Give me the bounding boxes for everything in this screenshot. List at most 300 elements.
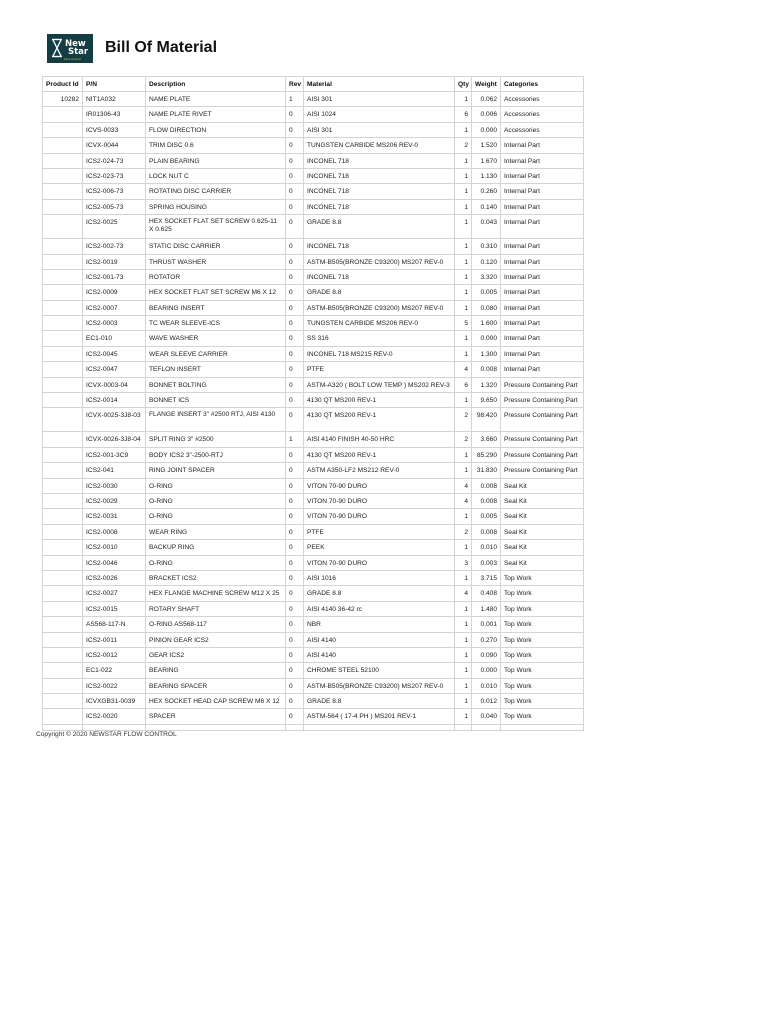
table-row — [43, 555, 584, 570]
cell-pn: ICS2-0014 — [83, 393, 146, 408]
cell-material: SS 316 — [304, 331, 455, 346]
cell-product-id — [43, 617, 83, 632]
cell-qty: 1 — [455, 540, 472, 555]
cell-product-id — [43, 632, 83, 647]
cell-weight: 0.140 — [472, 199, 501, 214]
cell-rev: 0 — [286, 647, 304, 662]
cell-category: Internal Part — [501, 199, 584, 214]
cell-rev: 0 — [286, 408, 304, 432]
cell-qty: 4 — [455, 362, 472, 377]
cell-weight: 98.420 — [472, 408, 501, 432]
cell-pn: ICS2-005-73 — [83, 199, 146, 214]
cell-material: 4130 QT MS200 REV-1 — [304, 408, 455, 432]
cell-weight: 0.062 — [472, 92, 501, 107]
cell-pn: ICVX-0025-3J8-03 — [83, 408, 146, 432]
cell-product-id — [43, 694, 83, 709]
cell-rev: 0 — [286, 694, 304, 709]
cell-material: INCONEL 718 — [304, 239, 455, 254]
cell-rev: 0 — [286, 617, 304, 632]
cell-description: FLOW DIRECTION — [146, 122, 286, 137]
cell-qty: 2 — [455, 432, 472, 447]
cell-weight: 0.003 — [472, 555, 501, 570]
table-body — [43, 92, 584, 731]
cell-pn: ICS2-0027 — [83, 586, 146, 601]
cell-qty: 1 — [455, 632, 472, 647]
cell-qty: 1 — [455, 168, 472, 183]
cell-product-id — [43, 393, 83, 408]
cell-product-id — [43, 199, 83, 214]
cell-description: BEARING INSERT — [146, 300, 286, 315]
cell-product-id — [43, 377, 83, 392]
cell-material: ASTM-B505(BRONZE C93200) MS207 REV-0 — [304, 678, 455, 693]
cell-rev: 0 — [286, 570, 304, 585]
cell-pn: ICS2-0003 — [83, 316, 146, 331]
cell-material: AISI 301 — [304, 92, 455, 107]
cell-category: Pressure Containing Part — [501, 408, 584, 432]
cell-category: Pressure Containing Part — [501, 432, 584, 447]
cell-category: Pressure Containing Part — [501, 447, 584, 462]
cell-rev: 0 — [286, 269, 304, 284]
cell-weight: 0.012 — [472, 694, 501, 709]
table-row — [43, 168, 584, 183]
cell-rev: 0 — [286, 300, 304, 315]
cell-category: Top Work — [501, 709, 584, 724]
cell-category: Top Work — [501, 678, 584, 693]
cell-rev: 0 — [286, 362, 304, 377]
cell-weight: 1.320 — [472, 377, 501, 392]
cell-pn: EC1-010 — [83, 331, 146, 346]
cell-material: INCONEL 718 MS215 REV-0 — [304, 346, 455, 361]
cell-pn: ICS2-0046 — [83, 555, 146, 570]
cell-description: WAVE WASHER — [146, 331, 286, 346]
logo-line-1: New — [65, 39, 86, 49]
cell-product-id — [43, 678, 83, 693]
table-row — [43, 663, 584, 678]
cell-rev: 0 — [286, 678, 304, 693]
cell-rev: 0 — [286, 254, 304, 269]
cell-weight: 1.300 — [472, 346, 501, 361]
cell-pn: ICS2-0045 — [83, 346, 146, 361]
cell-weight: 0.270 — [472, 632, 501, 647]
cell-product-id — [43, 408, 83, 432]
cell-description: BONNET ICS — [146, 393, 286, 408]
cell-rev: 1 — [286, 92, 304, 107]
cell-product-id — [43, 509, 83, 524]
cell-product-id — [43, 346, 83, 361]
cell-pn: ICS2-0029 — [83, 493, 146, 508]
cell-qty: 1 — [455, 647, 472, 662]
cell-material: INCONEL 718 — [304, 168, 455, 183]
table-row — [43, 316, 584, 331]
cell-pn: ICS2-002-73 — [83, 239, 146, 254]
cell-material: VITON 70-90 DURO — [304, 493, 455, 508]
cell-description: O-RING AS568-117 — [146, 617, 286, 632]
cell-rev: 0 — [286, 509, 304, 524]
table-row — [43, 122, 584, 137]
cell-description: O-RING — [146, 478, 286, 493]
cell-pn: ICS2-0011 — [83, 632, 146, 647]
cell-qty: 4 — [455, 478, 472, 493]
table-row — [43, 362, 584, 377]
cell-qty: 1 — [455, 184, 472, 199]
logo-tagline: Flow Control — [64, 57, 81, 61]
cell-description: TRIM DISC 0.6 — [146, 138, 286, 153]
cell-description: ROTATOR — [146, 269, 286, 284]
cell-rev: 0 — [286, 239, 304, 254]
cell-material: INCONEL 718 — [304, 153, 455, 168]
cell-category: Pressure Containing Part — [501, 393, 584, 408]
cell-qty: 1 — [455, 346, 472, 361]
cell-description: PLAIN BEARING — [146, 153, 286, 168]
cell-qty: 6 — [455, 377, 472, 392]
hourglass-icon — [51, 38, 63, 58]
table-row — [43, 215, 584, 239]
cell-material: AISI 4140 FINISH 40-50 HRC — [304, 432, 455, 447]
cell-qty: 2 — [455, 524, 472, 539]
cell-product-id — [43, 570, 83, 585]
cell-rev: 0 — [286, 331, 304, 346]
cell-weight: 0.005 — [472, 285, 501, 300]
cell-qty: 1 — [455, 447, 472, 462]
cell-material: TUNGSTEN CARBIDE MS206 REV-0 — [304, 316, 455, 331]
cell-qty: 1 — [455, 300, 472, 315]
cell-rev: 0 — [286, 316, 304, 331]
cell-category: Top Work — [501, 694, 584, 709]
cell-qty: 6 — [455, 107, 472, 122]
cell-description: STATIC DISC CARRIER — [146, 239, 286, 254]
cell-product-id — [43, 215, 83, 239]
cell-qty: 5 — [455, 316, 472, 331]
cell-weight: 0.008 — [472, 478, 501, 493]
cell-product-id — [43, 555, 83, 570]
table-row — [43, 694, 584, 709]
cell-pn: ICVS-0033 — [83, 122, 146, 137]
logo-wordmark — [65, 40, 88, 56]
cell-pn: ICS2-001-73 — [83, 269, 146, 284]
cell-weight: 1.670 — [472, 153, 501, 168]
cell-qty: 1 — [455, 269, 472, 284]
cell-material: VITON 70-90 DURO — [304, 478, 455, 493]
header-row — [43, 77, 584, 92]
empty-cell — [83, 724, 146, 730]
cell-product-id — [43, 239, 83, 254]
cell-qty: 1 — [455, 663, 472, 678]
cell-category: Internal Part — [501, 184, 584, 199]
table-row — [43, 540, 584, 555]
cell-description: LOCK NUT C — [146, 168, 286, 183]
cell-material: PEEK — [304, 540, 455, 555]
cell-description: BONNET BOLTING — [146, 377, 286, 392]
cell-material: VITON 70-90 DURO — [304, 509, 455, 524]
column-header-categories: Categories — [501, 77, 584, 92]
table-row — [43, 184, 584, 199]
cell-category: Top Work — [501, 586, 584, 601]
cell-pn: ICS2-0012 — [83, 647, 146, 662]
cell-qty: 1 — [455, 285, 472, 300]
cell-product-id — [43, 447, 83, 462]
cell-description: BEARING — [146, 663, 286, 678]
table-row — [43, 570, 584, 585]
cell-weight: 85.290 — [472, 447, 501, 462]
cell-rev: 0 — [286, 555, 304, 570]
cell-weight: 3.715 — [472, 570, 501, 585]
cell-description: BEARING SPACER — [146, 678, 286, 693]
cell-product-id — [43, 107, 83, 122]
cell-weight: 0.008 — [472, 362, 501, 377]
logo-line-2: Star — [68, 47, 89, 57]
cell-qty: 1 — [455, 617, 472, 632]
cell-description: HEX SOCKET FLAT SET SCREW M6 X 12 — [146, 285, 286, 300]
cell-pn: NIT1A032 — [83, 92, 146, 107]
cell-qty: 1 — [455, 709, 472, 724]
cell-pn: ICVX-0026-3J8-04 — [83, 432, 146, 447]
table-row — [43, 632, 584, 647]
cell-weight: 0.120 — [472, 254, 501, 269]
table-row — [43, 493, 584, 508]
cell-pn: ICS2-006-73 — [83, 184, 146, 199]
cell-material: ASTM-564 ( 17-4 PH ) MS201 REV-1 — [304, 709, 455, 724]
table-row — [43, 478, 584, 493]
cell-material: AISI 1016 — [304, 570, 455, 585]
cell-rev: 0 — [286, 524, 304, 539]
cell-weight: 0.040 — [472, 709, 501, 724]
cell-pn: ICVX-0003-04 — [83, 377, 146, 392]
cell-product-id — [43, 586, 83, 601]
cell-pn: ICS2-0031 — [83, 509, 146, 524]
cell-pn: ICS2-024-73 — [83, 153, 146, 168]
cell-category: Internal Part — [501, 215, 584, 239]
table-row — [43, 346, 584, 361]
cell-description: NAME PLATE RIVET — [146, 107, 286, 122]
cell-pn: ICS2-0025 — [83, 215, 146, 239]
cell-weight: 31.830 — [472, 463, 501, 478]
cell-qty: 2 — [455, 138, 472, 153]
cell-rev: 0 — [286, 709, 304, 724]
cell-product-id — [43, 168, 83, 183]
cell-rev: 0 — [286, 540, 304, 555]
cell-description: HEX SOCKET HEAD CAP SCREW M6 X 12 — [146, 694, 286, 709]
cell-weight: 0.005 — [472, 509, 501, 524]
cell-description: BODY ICS2 3"-2500-RTJ — [146, 447, 286, 462]
cell-material: AISI 4140 — [304, 632, 455, 647]
cell-product-id — [43, 153, 83, 168]
cell-rev: 0 — [286, 463, 304, 478]
cell-category: Accessories — [501, 122, 584, 137]
cell-qty: 1 — [455, 153, 472, 168]
table-row — [43, 586, 584, 601]
cell-material: PTFE — [304, 362, 455, 377]
column-header-weight: Weight — [472, 77, 501, 92]
cell-weight: 0.000 — [472, 331, 501, 346]
page-header — [47, 32, 217, 64]
page-title: Bill Of Material — [105, 39, 218, 56]
cell-category: Top Work — [501, 617, 584, 632]
cell-pn: EC1-022 — [83, 663, 146, 678]
cell-category: Top Work — [501, 570, 584, 585]
cell-weight: 0.260 — [472, 184, 501, 199]
copyright-footer: Copyright © 2020 NEWSTAR FLOW CONTROL — [36, 731, 177, 738]
cell-category: Seal Kit — [501, 509, 584, 524]
cell-rev: 0 — [286, 663, 304, 678]
cell-product-id — [43, 254, 83, 269]
cell-pn: ICS2-023-73 — [83, 168, 146, 183]
cell-category: Internal Part — [501, 331, 584, 346]
empty-cell — [146, 724, 286, 730]
cell-material: AISI 4140 — [304, 647, 455, 662]
cell-description: O-RING — [146, 509, 286, 524]
cell-rev: 0 — [286, 377, 304, 392]
cell-category: Seal Kit — [501, 524, 584, 539]
table-row — [43, 709, 584, 724]
cell-pn: ICVXGB31-0039 — [83, 694, 146, 709]
empty-cell — [43, 724, 83, 730]
cell-material: ASTM-B505(BRONZE C93200) MS207 REV-0 — [304, 254, 455, 269]
cell-product-id — [43, 269, 83, 284]
cell-category: Internal Part — [501, 239, 584, 254]
cell-description: BRACKET ICS2 — [146, 570, 286, 585]
table-row — [43, 647, 584, 662]
cell-category: Internal Part — [501, 138, 584, 153]
table-row — [43, 92, 584, 107]
cell-pn: ICS2-0020 — [83, 709, 146, 724]
cell-material: 4130 QT MS200 REV-1 — [304, 393, 455, 408]
cell-category: Pressure Containing Part — [501, 463, 584, 478]
cell-product-id — [43, 331, 83, 346]
cell-rev: 0 — [286, 122, 304, 137]
table-row — [43, 107, 584, 122]
table-row — [43, 432, 584, 447]
cell-weight: 0.008 — [472, 493, 501, 508]
cell-material: GRADE 8.8 — [304, 586, 455, 601]
cell-product-id — [43, 463, 83, 478]
cell-material: AISI 1024 — [304, 107, 455, 122]
table-row — [43, 617, 584, 632]
cell-pn: ICS2-0026 — [83, 570, 146, 585]
cell-category: Top Work — [501, 632, 584, 647]
cell-rev: 0 — [286, 107, 304, 122]
cell-category: Top Work — [501, 647, 584, 662]
cell-category: Internal Part — [501, 362, 584, 377]
cell-category: Internal Part — [501, 254, 584, 269]
cell-category: Top Work — [501, 601, 584, 616]
cell-category: Internal Part — [501, 168, 584, 183]
cell-rev: 0 — [286, 199, 304, 214]
cell-pn: ICS2-0010 — [83, 540, 146, 555]
table-row — [43, 408, 584, 432]
cell-rev: 0 — [286, 493, 304, 508]
cell-product-id: 10282 — [43, 92, 83, 107]
table-row — [43, 331, 584, 346]
cell-material: ASTM A350-LF2 MS212 REV-0 — [304, 463, 455, 478]
cell-qty: 2 — [455, 408, 472, 432]
cell-weight: 1.520 — [472, 138, 501, 153]
cell-description: ROTATING DISC CARRIER — [146, 184, 286, 199]
cell-weight: 1.130 — [472, 168, 501, 183]
table-row — [43, 199, 584, 214]
empty-cell — [286, 724, 304, 730]
cell-material: VITON 70-90 DURO — [304, 555, 455, 570]
cell-category: Accessories — [501, 107, 584, 122]
cell-pn: ICVX-0044 — [83, 138, 146, 153]
cell-description: ROTARY SHAFT — [146, 601, 286, 616]
cell-description: HEX FLANGE MACHINE SCREW M12 X 25 — [146, 586, 286, 601]
cell-material: GRADE 8.8 — [304, 285, 455, 300]
cell-description: NAME PLATE — [146, 92, 286, 107]
cell-description: PINION GEAR ICS2 — [146, 632, 286, 647]
cell-category: Internal Part — [501, 316, 584, 331]
cell-rev: 0 — [286, 215, 304, 239]
table-row — [43, 509, 584, 524]
cell-material: GRADE 8.8 — [304, 694, 455, 709]
cell-product-id — [43, 285, 83, 300]
cell-qty: 4 — [455, 493, 472, 508]
cell-description: BACKUP RING — [146, 540, 286, 555]
cell-weight: 0.006 — [472, 107, 501, 122]
cell-rev: 0 — [286, 138, 304, 153]
cell-material: INCONEL 718 — [304, 199, 455, 214]
cell-weight: 3.660 — [472, 432, 501, 447]
cell-weight: 0.008 — [472, 524, 501, 539]
cell-category: Internal Part — [501, 153, 584, 168]
cell-category: Pressure Containing Part — [501, 377, 584, 392]
cell-product-id — [43, 540, 83, 555]
cell-description: THRUST WASHER — [146, 254, 286, 269]
cell-rev: 0 — [286, 184, 304, 199]
table-row — [43, 254, 584, 269]
cell-qty: 1 — [455, 509, 472, 524]
cell-qty: 1 — [455, 694, 472, 709]
cell-product-id — [43, 524, 83, 539]
cell-weight: 0.000 — [472, 122, 501, 137]
cell-category: Internal Part — [501, 300, 584, 315]
cell-category: Internal Part — [501, 269, 584, 284]
cell-material: NBR — [304, 617, 455, 632]
cell-category: Accessories — [501, 92, 584, 107]
cell-pn: ICS2-0047 — [83, 362, 146, 377]
cell-product-id — [43, 184, 83, 199]
cell-product-id — [43, 478, 83, 493]
table-header — [43, 77, 584, 92]
cell-qty: 3 — [455, 555, 472, 570]
cell-description: TC WEAR SLEEVE-ICS — [146, 316, 286, 331]
cell-qty: 1 — [455, 122, 472, 137]
cell-pn: ICS2-001-3C9 — [83, 447, 146, 462]
cell-material: CHROME STEEL 52100 — [304, 663, 455, 678]
cell-weight: 3.320 — [472, 269, 501, 284]
cell-weight: 1.600 — [472, 316, 501, 331]
cell-rev: 0 — [286, 168, 304, 183]
cell-weight: 0.001 — [472, 617, 501, 632]
column-header-description: Description — [146, 77, 286, 92]
cell-qty: 1 — [455, 92, 472, 107]
cell-rev: 0 — [286, 393, 304, 408]
cell-category: Seal Kit — [501, 493, 584, 508]
cell-description: SPACER — [146, 709, 286, 724]
cell-description: O-RING — [146, 493, 286, 508]
empty-cell — [455, 724, 472, 730]
cell-material: INCONEL 718 — [304, 269, 455, 284]
cell-material: 4130 QT MS200 REV-1 — [304, 447, 455, 462]
cell-qty: 1 — [455, 463, 472, 478]
cell-product-id — [43, 138, 83, 153]
cell-material: AISI 301 — [304, 122, 455, 137]
cell-material: GRADE 8.8 — [304, 215, 455, 239]
cell-pn: ICS2-0030 — [83, 478, 146, 493]
cell-rev: 0 — [286, 601, 304, 616]
cell-material: AISI 4140 36-42 rc — [304, 601, 455, 616]
cell-product-id — [43, 362, 83, 377]
cell-rev: 0 — [286, 586, 304, 601]
